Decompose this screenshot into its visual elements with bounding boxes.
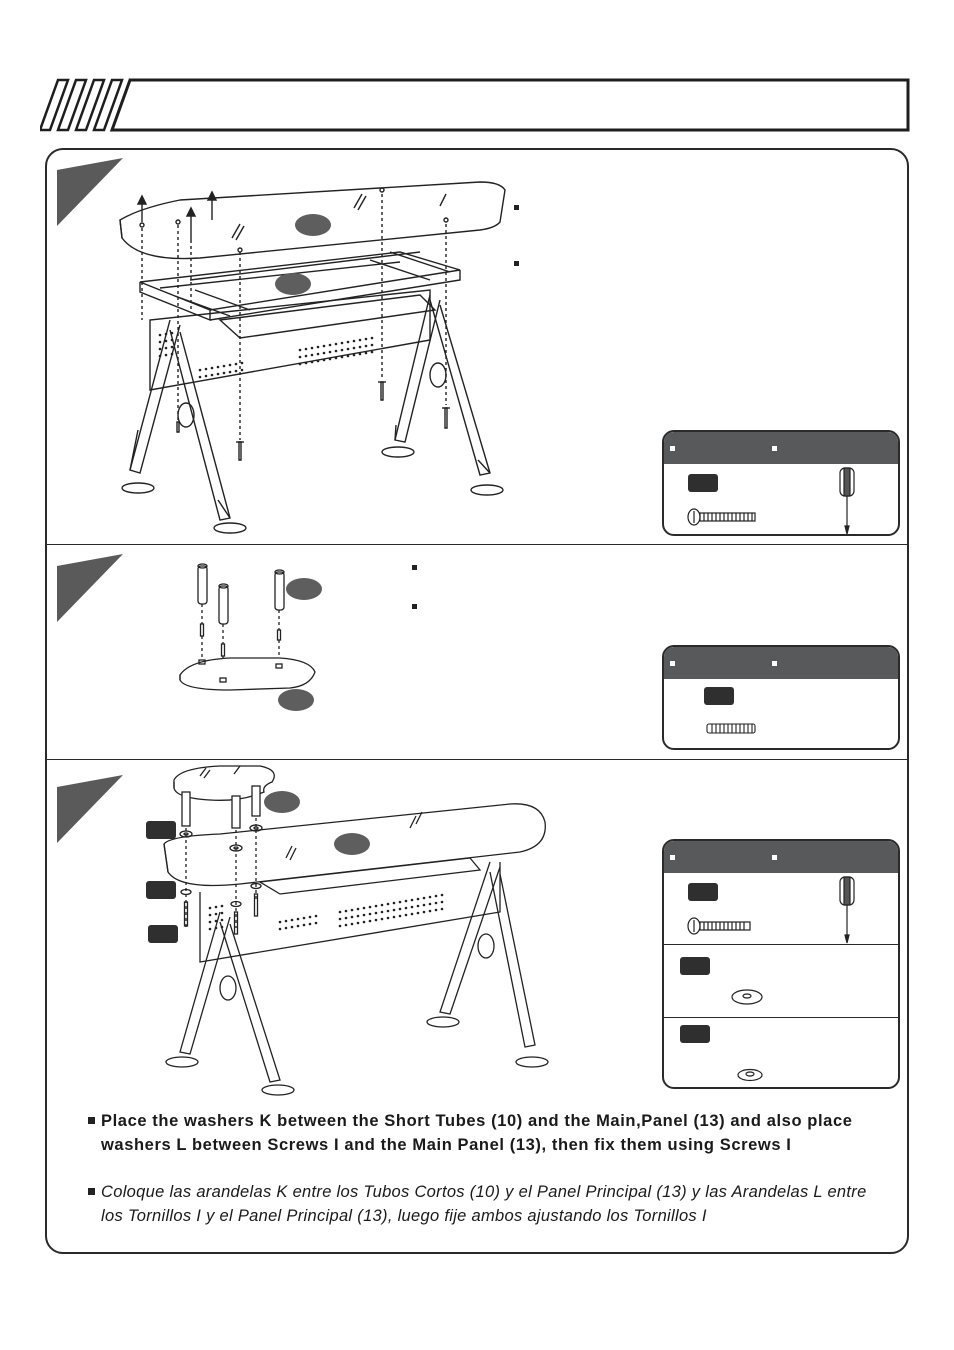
parts-header-bullet (670, 446, 675, 451)
callout-glass-top (295, 214, 331, 236)
callout-shelf (278, 689, 314, 711)
parts-box-header (664, 841, 898, 873)
step-3-marker (57, 775, 125, 845)
step-2-bullet-1 (412, 565, 417, 570)
threaded-rod-icon (706, 721, 758, 737)
screwdriver-icon (836, 875, 858, 945)
callout-frame (275, 273, 311, 295)
header-bar (40, 76, 915, 134)
parts-box-header (664, 432, 898, 464)
step-2-bullet-2 (412, 604, 417, 609)
part-tag (688, 474, 718, 492)
step-2-marker (57, 554, 125, 624)
step-1-desk-frame-diagram (100, 170, 530, 540)
instruction-english-text: Place the washers K between the Short Tubes (10) and the Main,Panel (13) and also place washers L between Screws I and the Main Panel (13), then fix them using Screws I (101, 1112, 853, 1154)
instruction-spanish-text: Coloque las arandelas K entre los Tubos Cortos (10) y el Panel Principal (13) y las Arandelas L entre los Tornillos I y el Panel Principal (13), luego fije ambos ajustando los Tornillos I (101, 1183, 867, 1225)
hatch-mark-3 (76, 80, 104, 130)
washer-l-tag (146, 881, 176, 899)
washer-k-tag (146, 821, 176, 839)
washer-l-icon (736, 1067, 764, 1083)
part-tag (688, 883, 718, 901)
callout-shelf (264, 791, 300, 813)
step-1-parts-box (662, 430, 900, 536)
hatch-mark-1 (40, 80, 68, 130)
part-tag (680, 957, 710, 975)
step-1-bullet-1 (514, 205, 519, 210)
step-3-assembly-diagram (140, 762, 560, 1098)
washer-k-icon (730, 987, 764, 1007)
callout-main-panel (334, 833, 370, 855)
screw-i-tag (148, 925, 178, 943)
part-tag (680, 1025, 710, 1043)
callout-short-tube (286, 578, 322, 600)
parts-box-header (664, 647, 898, 679)
parts-row-divider (664, 1017, 900, 1018)
step-3-parts-box (662, 839, 900, 1089)
screw-icon (686, 506, 758, 528)
bullet-square (88, 1117, 95, 1124)
screw-icon (686, 915, 754, 937)
step-2-parts-box (662, 645, 900, 750)
part-tag (704, 687, 734, 705)
tools-header-bullet (772, 855, 777, 860)
tools-header-bullet (772, 446, 777, 451)
parts-header-bullet (670, 855, 675, 860)
instruction-english (88, 1110, 888, 1157)
step-1-bullet-2 (514, 261, 519, 266)
tools-header-bullet (772, 661, 777, 666)
hatch-mark-2 (58, 80, 86, 130)
step-divider-2 (45, 759, 909, 760)
step-divider-1 (45, 544, 909, 545)
step-2-shelf-diagram (170, 560, 330, 720)
instruction-spanish (88, 1181, 888, 1228)
parts-header-bullet (670, 661, 675, 666)
parts-row-divider (664, 944, 900, 945)
screwdriver-icon (836, 466, 858, 536)
hatch-mark-4 (94, 80, 122, 130)
bullet-square (88, 1188, 95, 1195)
header-title-frame (112, 80, 908, 130)
